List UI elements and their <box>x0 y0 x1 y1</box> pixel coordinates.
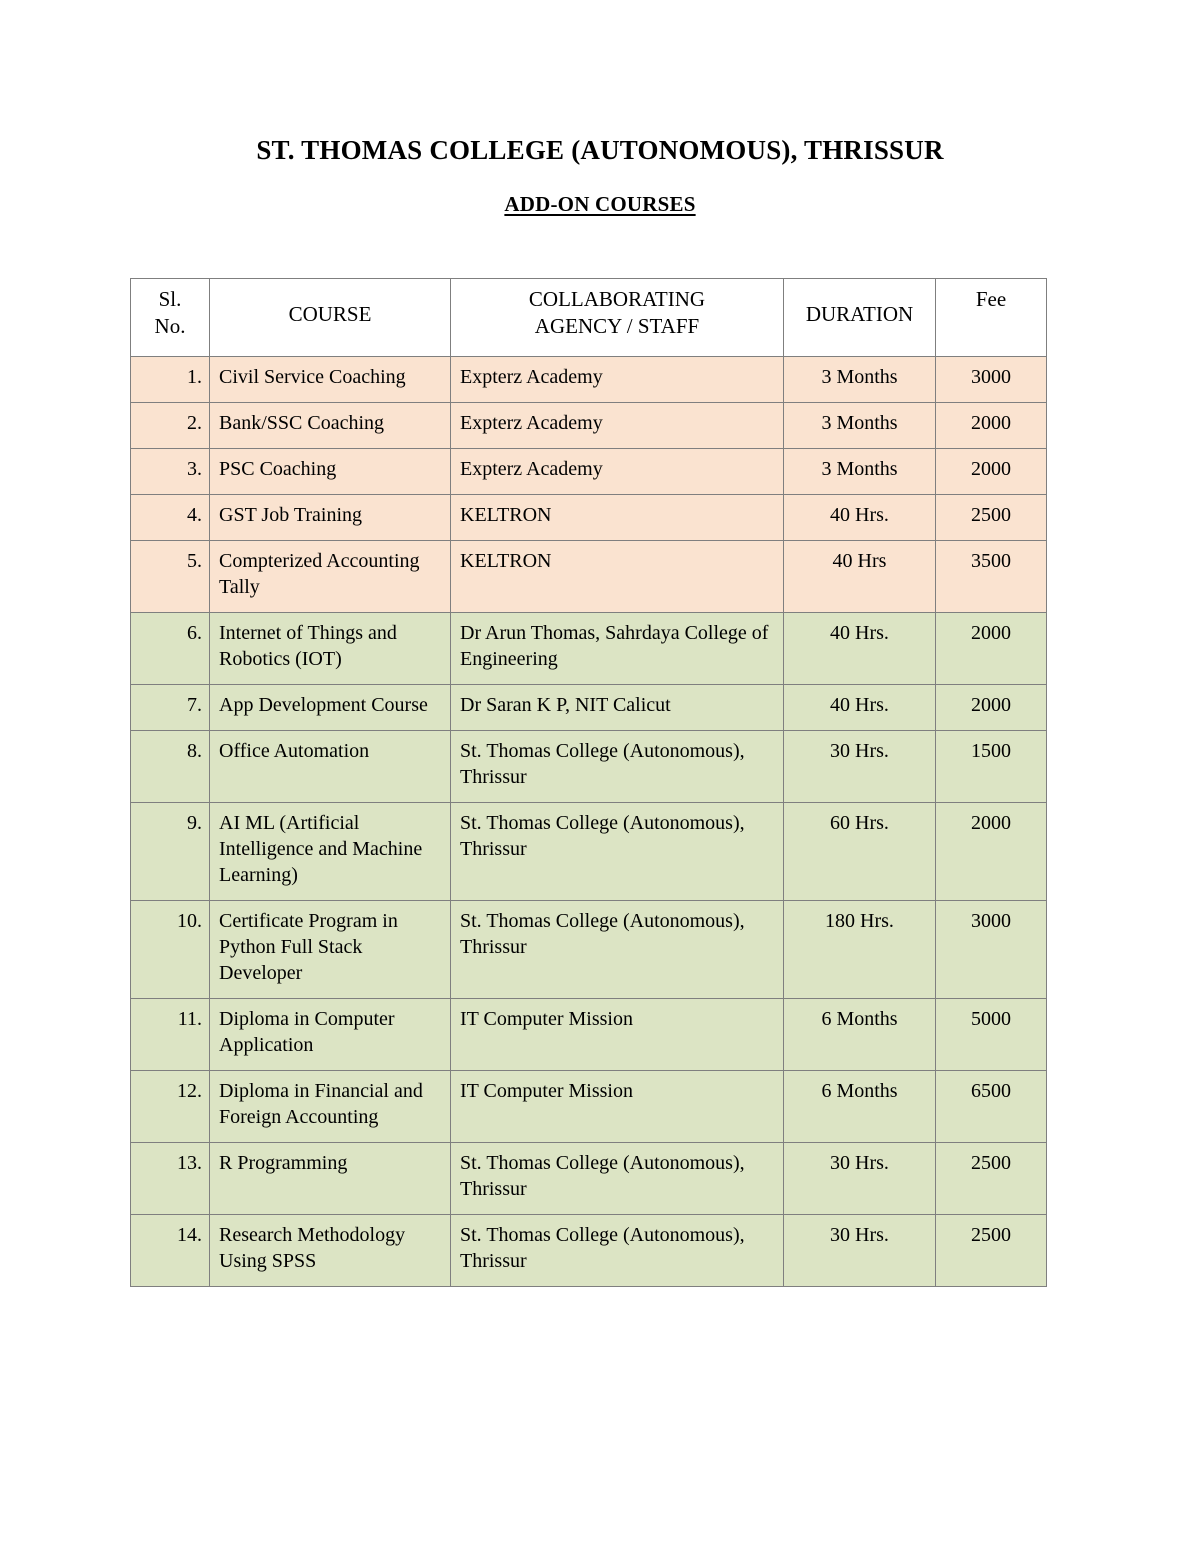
cell-fee: 2500 <box>936 495 1047 541</box>
cell-course: App Development Course <box>210 685 451 731</box>
cell-fee: 5000 <box>936 999 1047 1071</box>
cell-fee: 2000 <box>936 803 1047 901</box>
table-header <box>131 279 1047 357</box>
cell-course: AI ML (Artificial Intelligence and Machine Learning) <box>210 803 451 901</box>
cell-sl-no: 8. <box>131 731 210 803</box>
column-header-sl-no-line1: Sl. <box>158 287 182 311</box>
cell-duration: 60 Hrs. <box>784 803 936 901</box>
cell-sl-no: 10. <box>131 901 210 999</box>
cell-course: PSC Coaching <box>210 449 451 495</box>
page-title: ST. THOMAS COLLEGE (AUTONOMOUS), THRISSUR <box>256 135 944 165</box>
column-header-agency-line1: COLLABORATING <box>528 287 706 311</box>
cell-duration: 40 Hrs. <box>784 685 936 731</box>
cell-course: Civil Service Coaching <box>210 357 451 403</box>
table-row <box>131 685 1047 731</box>
table-row <box>131 357 1047 403</box>
table-row <box>131 901 1047 999</box>
cell-duration: 40 Hrs. <box>784 495 936 541</box>
courses-table-container <box>130 278 1046 1287</box>
table-row <box>131 541 1047 613</box>
cell-duration: 3 Months <box>784 449 936 495</box>
cell-agency: KELTRON <box>451 541 784 613</box>
cell-course: Diploma in Financial and Foreign Accounting <box>210 1071 451 1143</box>
cell-agency: St. Thomas College (Autonomous), Thrissur <box>451 731 784 803</box>
cell-agency: Expterz Academy <box>451 449 784 495</box>
cell-duration: 6 Months <box>784 999 936 1071</box>
cell-agency: IT Computer Mission <box>451 1071 784 1143</box>
cell-fee: 3500 <box>936 541 1047 613</box>
cell-agency: Expterz Academy <box>451 357 784 403</box>
cell-fee: 2000 <box>936 449 1047 495</box>
cell-duration: 40 Hrs. <box>784 613 936 685</box>
cell-agency: St. Thomas College (Autonomous), Thrissur <box>451 1143 784 1215</box>
cell-sl-no: 6. <box>131 613 210 685</box>
column-header-agency-line2: AGENCY / STAFF <box>534 314 700 339</box>
cell-course: Research Methodology Using SPSS <box>210 1215 451 1287</box>
cell-agency: Dr Arun Thomas, Sahrdaya College of Engineering <box>451 613 784 685</box>
table-row <box>131 403 1047 449</box>
cell-course: Compterized Accounting Tally <box>210 541 451 613</box>
cell-duration: 30 Hrs. <box>784 1143 936 1215</box>
cell-fee: 2500 <box>936 1215 1047 1287</box>
table-row <box>131 1071 1047 1143</box>
cell-sl-no: 14. <box>131 1215 210 1287</box>
cell-sl-no: 1. <box>131 357 210 403</box>
table-row <box>131 1143 1047 1215</box>
cell-agency: KELTRON <box>451 495 784 541</box>
column-header-sl-no <box>131 279 210 357</box>
cell-course: GST Job Training <box>210 495 451 541</box>
column-header-sl-no-line2: No. <box>154 314 186 339</box>
cell-sl-no: 2. <box>131 403 210 449</box>
cell-sl-no: 13. <box>131 1143 210 1215</box>
cell-sl-no: 3. <box>131 449 210 495</box>
cell-fee: 2000 <box>936 685 1047 731</box>
cell-fee: 3000 <box>936 357 1047 403</box>
page-subtitle: ADD-ON COURSES <box>504 191 696 216</box>
cell-course: Certificate Program in Python Full Stack Developer <box>210 901 451 999</box>
title-block <box>0 0 1200 217</box>
table-row <box>131 731 1047 803</box>
cell-duration: 30 Hrs. <box>784 1215 936 1287</box>
cell-course: Internet of Things and Robotics (IOT) <box>210 613 451 685</box>
cell-sl-no: 11. <box>131 999 210 1071</box>
cell-agency: St. Thomas College (Autonomous), Thrissur <box>451 803 784 901</box>
cell-fee: 6500 <box>936 1071 1047 1143</box>
cell-fee: 2500 <box>936 1143 1047 1215</box>
cell-sl-no: 12. <box>131 1071 210 1143</box>
cell-sl-no: 9. <box>131 803 210 901</box>
table-body <box>131 357 1047 1287</box>
cell-duration: 40 Hrs <box>784 541 936 613</box>
cell-sl-no: 5. <box>131 541 210 613</box>
cell-course: Bank/SSC Coaching <box>210 403 451 449</box>
table-row <box>131 495 1047 541</box>
table-row <box>131 613 1047 685</box>
cell-duration: 180 Hrs. <box>784 901 936 999</box>
cell-fee: 2000 <box>936 613 1047 685</box>
cell-fee: 2000 <box>936 403 1047 449</box>
column-header-fee: Fee <box>936 279 1047 357</box>
column-header-duration: DURATION <box>784 279 936 357</box>
cell-duration: 30 Hrs. <box>784 731 936 803</box>
table-row <box>131 449 1047 495</box>
table-row <box>131 803 1047 901</box>
cell-course: R Programming <box>210 1143 451 1215</box>
cell-fee: 3000 <box>936 901 1047 999</box>
cell-sl-no: 7. <box>131 685 210 731</box>
cell-agency: St. Thomas College (Autonomous), Thrissur <box>451 1215 784 1287</box>
cell-agency: St. Thomas College (Autonomous), Thrissur <box>451 901 784 999</box>
table-row <box>131 1215 1047 1287</box>
cell-agency: Expterz Academy <box>451 403 784 449</box>
add-on-courses-table <box>130 278 1047 1287</box>
cell-sl-no: 4. <box>131 495 210 541</box>
column-header-course: COURSE <box>210 279 451 357</box>
table-header-row <box>131 279 1047 357</box>
table-row <box>131 999 1047 1071</box>
cell-course: Diploma in Computer Application <box>210 999 451 1071</box>
cell-agency: IT Computer Mission <box>451 999 784 1071</box>
cell-fee: 1500 <box>936 731 1047 803</box>
cell-duration: 3 Months <box>784 403 936 449</box>
cell-duration: 3 Months <box>784 357 936 403</box>
column-header-agency <box>451 279 784 357</box>
cell-duration: 6 Months <box>784 1071 936 1143</box>
cell-course: Office Automation <box>210 731 451 803</box>
cell-agency: Dr Saran K P, NIT Calicut <box>451 685 784 731</box>
